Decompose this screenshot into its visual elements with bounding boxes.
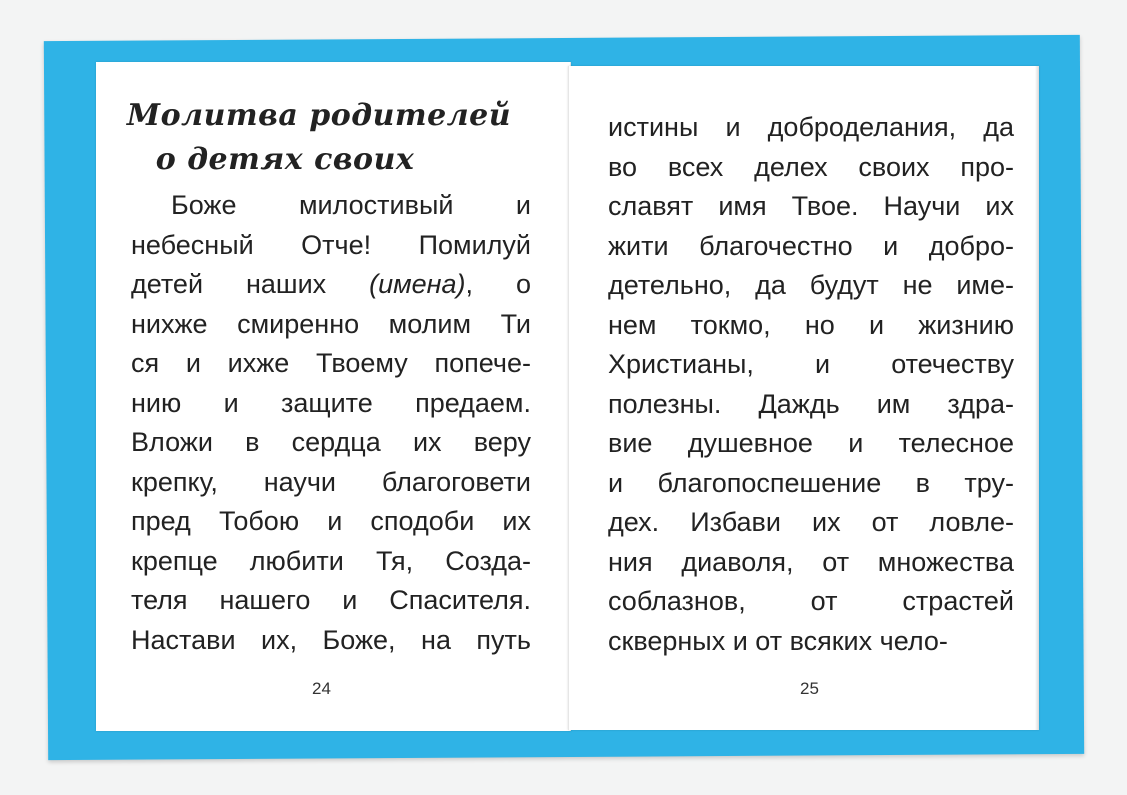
left-page-text: [131, 186, 531, 660]
page-number-left: 24: [312, 679, 331, 698]
text-segment: детей наших: [131, 269, 370, 299]
text-line: и благопоспешение в тру-: [608, 467, 1014, 498]
text-line: детельно, да будут не име-: [608, 270, 1014, 300]
text-line: дех. Избави их от ловле-: [608, 507, 1014, 537]
text-line: Христианы, и отечеству: [608, 349, 1014, 379]
prayer-title-line-1: Молитва родителей: [126, 98, 512, 133]
text-line: крепце любити Тя, Созда-: [131, 545, 531, 576]
text-line: скверных и от всяких чело-: [608, 625, 948, 656]
text-line: ся и ихже Твоему попече-: [131, 348, 531, 378]
text-line: нем токмо, но и жизнию: [608, 309, 1014, 340]
text-line: Боже милостивый и: [171, 190, 531, 220]
text-line: нию и защите предаем.: [131, 387, 531, 418]
prayer-title-line-2: о детях своих: [155, 142, 415, 177]
page-number-right: 25: [800, 679, 819, 698]
text-line: славят имя Твое. Научи их: [608, 191, 1014, 221]
right-page-text: [608, 108, 1014, 661]
text-line: пред Тобою и сподоби их: [131, 506, 531, 536]
text-line: соблазнов, от страстей: [608, 586, 1014, 616]
text-line: Вложи в сердца их веру: [131, 427, 531, 457]
text-line: нихже смиренно молим Ти: [131, 308, 531, 339]
text-line: вие душевное и телесное: [608, 428, 1014, 458]
text-line: ния диаволя, от множества: [608, 546, 1014, 577]
names-placeholder: (имена): [369, 269, 466, 299]
text-line: Настави их, Боже, на путь: [131, 624, 531, 655]
text-line: полезны. Даждь им здра-: [608, 388, 1014, 419]
text-line: во всех делех своих про-: [608, 151, 1014, 182]
text-line: истины и доброделания, да: [608, 112, 1014, 142]
text-line: теля нашего и Спасителя.: [131, 585, 531, 615]
text-line: небесный Отче! Помилуй: [131, 229, 531, 260]
text-segment: , о: [465, 269, 531, 299]
text-line: жити благочестно и добро-: [608, 230, 1014, 261]
text-line-with-italic: [131, 265, 531, 305]
text-line: крепку, научи благоговети: [131, 466, 531, 497]
